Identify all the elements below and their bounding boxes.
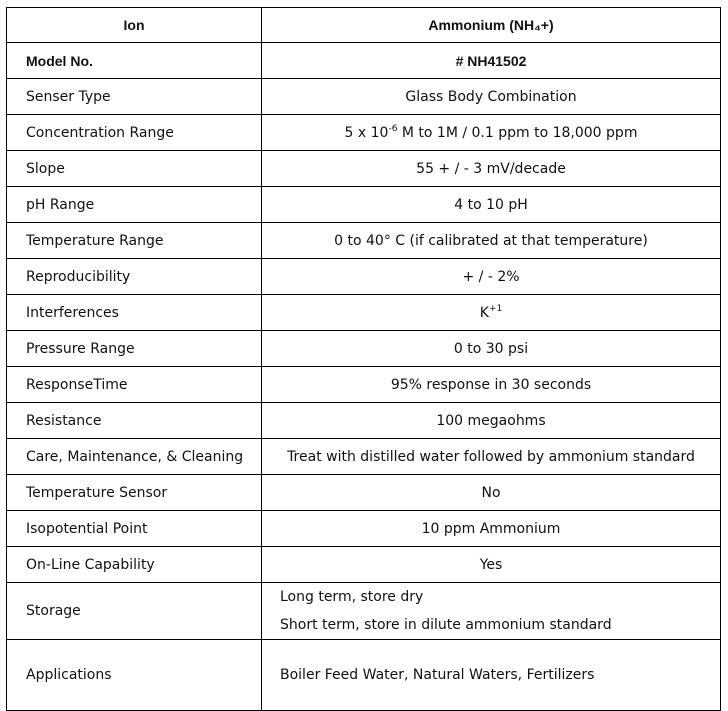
row-label: Care, Maintenance, & Cleaning [7,439,262,475]
row-label: On-Line Capability [7,547,262,583]
row-value: 0 to 30 psi [262,331,721,367]
storage-line-long: Long term, store dry [280,589,424,605]
row-label: Isopotential Point [7,511,262,547]
model-value: # NH41502 [262,43,721,79]
storage-value [262,583,721,640]
row-label: Temperature Sensor [7,475,262,511]
header-row [7,8,721,43]
row-label: Pressure Range [7,331,262,367]
row-label: Concentration Range [7,115,262,151]
table-row [7,115,721,151]
storage-row [7,583,721,640]
table-row [7,439,721,475]
row-value: 100 megaohms [262,403,721,439]
value-exponent: +1 [488,303,503,314]
table-row [7,79,721,115]
value-rest: M to 1M / 0.1 ppm to 18,000 ppm [397,124,638,141]
row-value: 4 to 10 pH [262,187,721,223]
applications-label: Applications [7,640,262,711]
row-label: Reproducibility [7,259,262,295]
table-row [7,547,721,583]
row-label: Slope [7,151,262,187]
header-ion: Ion [7,8,262,43]
storage-line-short: Short term, store in dilute ammonium standard [280,617,612,633]
row-label: Temperature Range [7,223,262,259]
row-value: 95% response in 30 seconds [262,367,721,403]
table-row [7,331,721,367]
table-row [7,295,721,331]
row-label: Resistance [7,403,262,439]
table-row [7,259,721,295]
row-value: Treat with distilled water followed by ammonium standard [262,439,721,475]
row-label: Interferences [7,295,262,331]
row-label: ResponseTime [7,367,262,403]
table-row [7,511,721,547]
row-value: + / - 2% [262,259,721,295]
row-label: pH Range [7,187,262,223]
table-row [7,475,721,511]
header-ammonium: Ammonium (NH₄+) [262,8,721,43]
value-base: 5 x 10 [344,124,389,141]
storage-label: Storage [7,583,262,640]
table-row [7,151,721,187]
table-row [7,367,721,403]
row-value [262,295,721,331]
value-exponent: -6 [388,123,398,134]
table-row [7,403,721,439]
value-base: K [479,304,489,321]
row-value: No [262,475,721,511]
row-value: Yes [262,547,721,583]
row-value: 10 ppm Ammonium [262,511,721,547]
row-value [262,115,721,151]
applications-value: Boiler Feed Water, Natural Waters, Fertilizers [262,640,721,711]
table-row [7,187,721,223]
model-row [7,43,721,79]
row-label: Senser Type [7,79,262,115]
row-value: 55 + / - 3 mV/decade [262,151,721,187]
row-value: Glass Body Combination [262,79,721,115]
table-row [7,223,721,259]
model-label: Model No. [7,43,262,79]
spec-table [6,7,721,711]
row-value: 0 to 40° C (if calibrated at that temperature) [262,223,721,259]
applications-row [7,640,721,711]
